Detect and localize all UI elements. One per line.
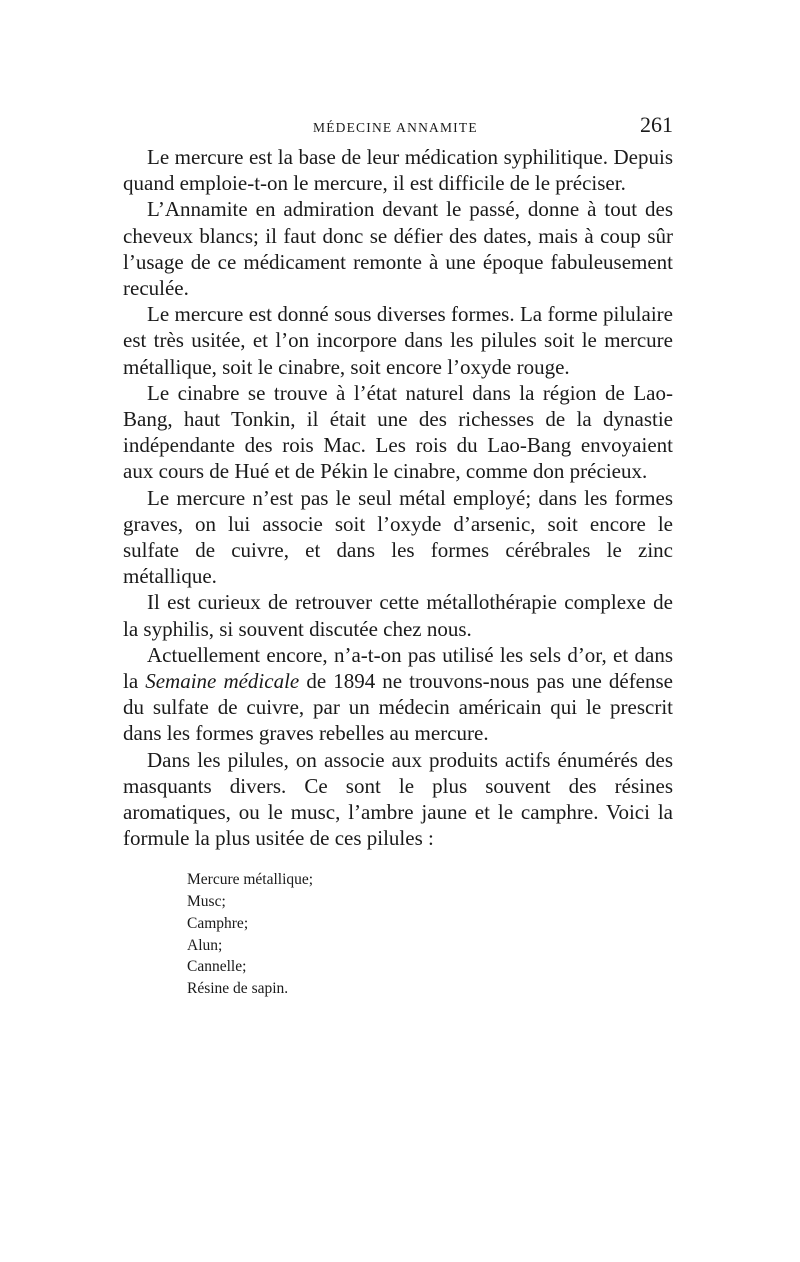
formula-ingredient: Cannelle; — [187, 958, 247, 976]
paragraph: L’Annamite en admiration devant le passé, donne à tout des cheveux blancs; il faut donc se défier des dates, mais à coup sûr l’usage de ce médicament remonte à une époque fabuleusement reculée. — [123, 197, 673, 301]
paragraph: Le cinabre se trouve à l’état naturel dans la région de Lao-Bang, haut Tonkin, il était une des richesses de la dynastie indépendante des rois Mac. Les rois du Lao-Bang envoyaient aux cours de Hué et de Pékin le cinabre, comme don précieux. — [123, 380, 673, 484]
paragraph-with-citation — [123, 642, 673, 747]
running-header — [123, 112, 673, 140]
formula-ingredient: Mercure métallique; — [187, 871, 314, 889]
running-title: MÉDECINE ANNAMITE — [313, 120, 478, 135]
page-number: 261 — [640, 112, 673, 137]
paragraph: Le mercure n’est pas le seul métal employé; dans les formes graves, on lui associe soit l’oxyde d’arsenic, soit encore le sulfate de cuivre, et dans les formes cérébrales le zinc métallique. — [123, 485, 673, 589]
formula-ingredient: Musc; — [187, 893, 226, 911]
body-text — [123, 144, 673, 851]
paragraph-text: Actuellement encore, n’a-t-on pas utilisé les sels d’or, et dans la — [123, 642, 673, 694]
formula-ingredient: Résine de sapin. — [187, 980, 289, 997]
formula-ingredient: Camphre; — [187, 914, 249, 932]
paragraph: Le mercure est donné sous diverses formes. La forme pilulaire est très usitée, et l’on incorpore dans les pilules soit le mercure métallique, soit le cinabre, soit encore l’oxyde rouge. — [123, 302, 673, 379]
book-page — [123, 112, 673, 1000]
paragraph: Il est curieux de retrouver cette métallothérapie complexe de la syphilis, si souvent discutée chez nous. — [123, 590, 673, 641]
paragraph: Le mercure est la base de leur médication syphilitique. Depuis quand emploie-t-on le mercure, il est difficile de le préciser. — [123, 145, 673, 196]
paragraph: Dans les pilules, on associe aux produits actifs énumérés des masquants divers. Ce sont le plus souvent des résines aromatiques, ou le musc, l’ambre jaune et le camphre. Voici la formule la plus usitée de ces pilules : — [123, 747, 673, 851]
formula-ingredient: Alun; — [187, 936, 223, 954]
pill-formula — [187, 869, 673, 999]
paragraph-text: de 1894 ne trouvons-nous pas une défense du sulfate de cuivre, par un médecin américain qui le prescrit dans les formes graves rebelles au mercure. — [123, 669, 673, 746]
journal-title: Semaine médicale — [145, 669, 300, 694]
